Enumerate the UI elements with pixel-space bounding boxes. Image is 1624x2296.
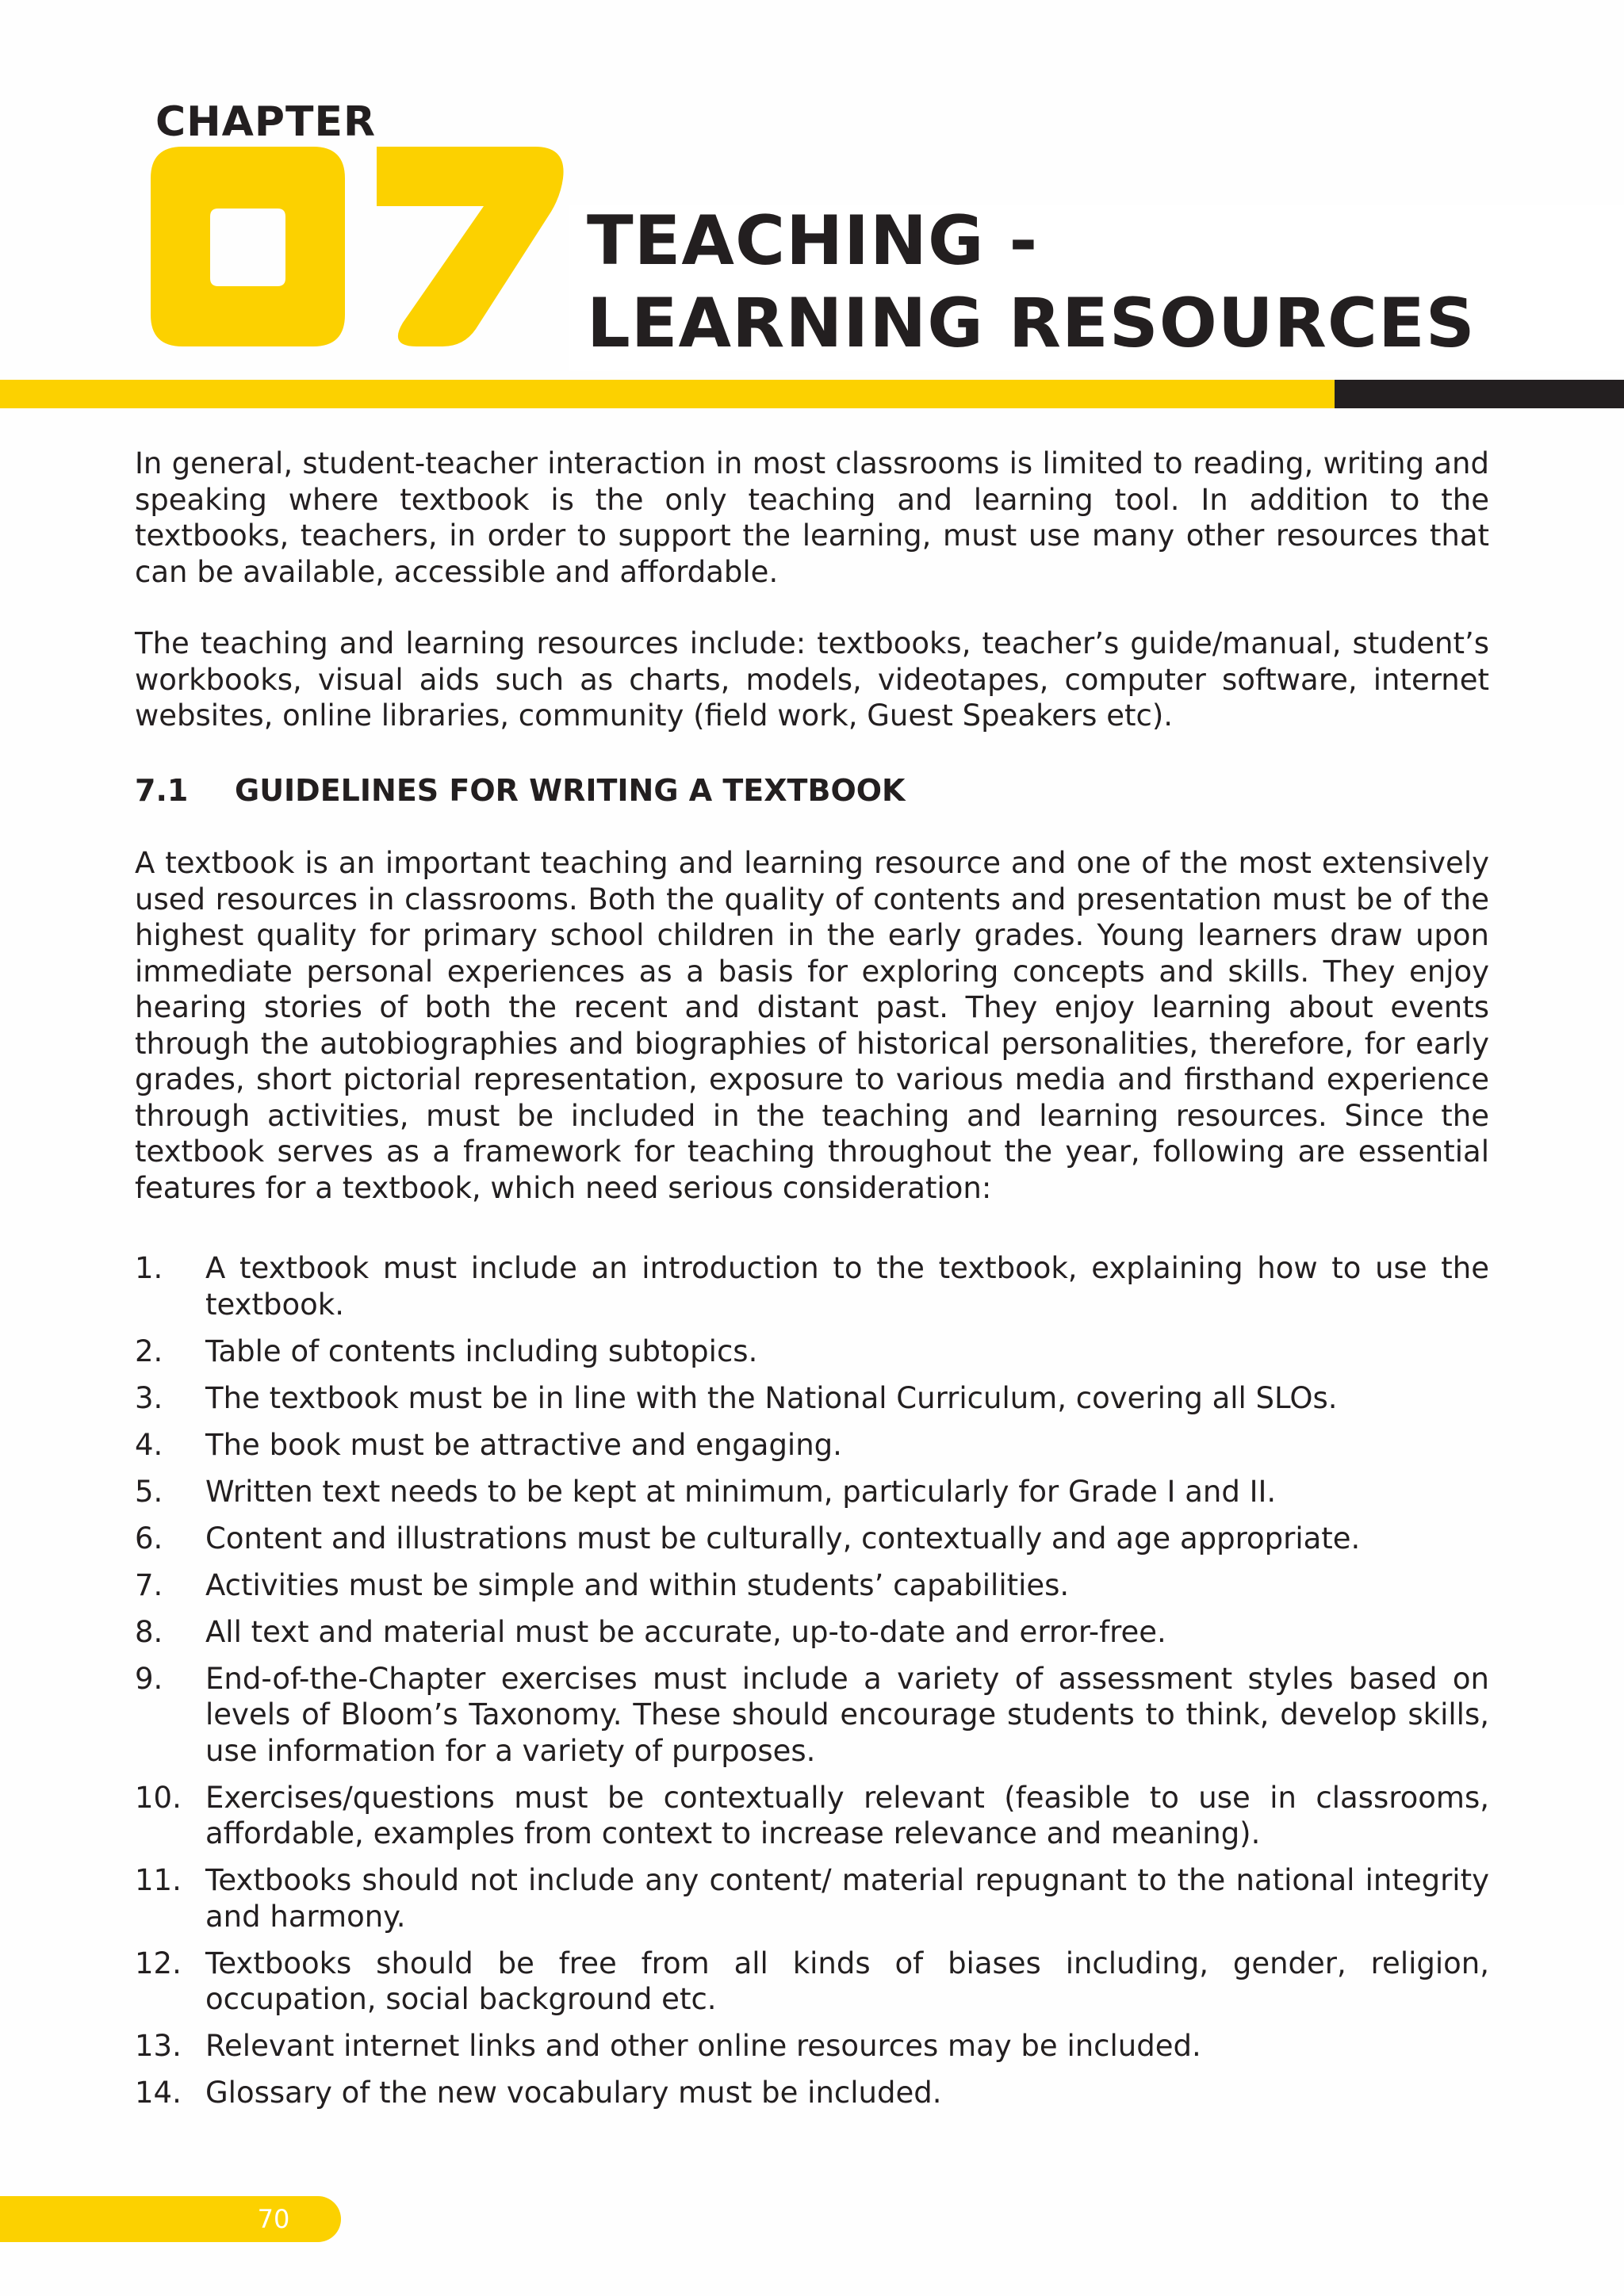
list-item xyxy=(135,2075,1489,2111)
list-item-text: Activities must be simple and within students’ capabilities. xyxy=(205,1567,1070,1602)
chapter-label: CHAPTER xyxy=(155,98,377,146)
list-item-text: The book must be attractive and engaging. xyxy=(205,1427,842,1462)
header-rule-yellow xyxy=(0,380,1335,408)
list-item-number: 11. xyxy=(135,1863,182,1897)
list-item-number: 6. xyxy=(135,1521,163,1556)
list-item-text: Textbooks should not include any content/ material repugnant to the national integrity and harmony. xyxy=(205,1863,1489,1934)
chapter-title xyxy=(587,200,1476,365)
list-item-text: Glossary of the new vocabulary must be included. xyxy=(205,2076,942,2110)
chapter-title-line-1: TEACHING - xyxy=(587,201,1039,281)
list-item-number: 8. xyxy=(135,1614,163,1649)
list-item-text: Table of contents including subtopics. xyxy=(205,1334,758,1368)
list-item xyxy=(135,1614,1489,1651)
list-item xyxy=(135,1862,1489,1934)
section-heading xyxy=(135,773,906,808)
intro-paragraph-2: The teaching and learning resources include: textbooks, teacher’s guide/manual, student’s workbooks, visual aids such as charts, models, videotapes, computer software, internet websites, online libraries, community (field work, Guest Speakers etc). xyxy=(135,626,1489,733)
list-item xyxy=(135,1946,1489,2018)
list-item xyxy=(135,2028,1489,2064)
list-item-number: 12. xyxy=(135,1946,182,1980)
section-title: GUIDELINES FOR WRITING A TEXTBOOK xyxy=(235,773,906,808)
chapter-number-graphic xyxy=(151,147,579,353)
list-item xyxy=(135,1567,1489,1604)
list-item-number: 3. xyxy=(135,1380,163,1415)
list-item-number: 13. xyxy=(135,2029,182,2063)
list-item-text: Written text needs to be kept at minimum, particularly for Grade I and II. xyxy=(205,1474,1277,1509)
list-item-text: A textbook must include an introduction to the textbook, explaining how to use the textbook. xyxy=(205,1251,1489,1322)
list-item-text: End-of-the-Chapter exercises must include a variety of assessment styles based on levels of Bloom’s Taxonomy. These should encourage students to think, develop skills, use information for a variety of purposes. xyxy=(205,1661,1489,1768)
list-item-number: 10. xyxy=(135,1780,182,1815)
list-item-text: Relevant internet links and other online resources may be included. xyxy=(205,2029,1201,2063)
list-item-number: 9. xyxy=(135,1661,163,1696)
section-paragraph: A textbook is an important teaching and learning resource and one of the most extensively used resources in classrooms. Both the quality of contents and presentation must be of the highest quality for primary school children in the early grades. Young learners draw upon immediate personal experiences as a basis for exploring concepts and skills. They enjoy hearing stories of both the recent and distant past. They enjoy learning about events through the autobiographies and biographies of historical personalities, therefore, for early grades, short pictorial representation, exposure to various media and firsthand experience through activities, must be included in the teaching and learning resources. Since the textbook serves as a framework for teaching throughout the year, following are essential features for a textbook, which need serious consideration: xyxy=(135,846,1489,1205)
header-rule-dark xyxy=(1335,380,1624,408)
intro-paragraph-1: In general, student-teacher interaction in most classrooms is limited to reading, writing and speaking where textbook is the only teaching and learning tool. In addition to the textbooks, teachers, in order to support the learning, must use many other resources that can be available, accessible and affordable. xyxy=(135,446,1489,589)
list-item-number: 4. xyxy=(135,1427,163,1462)
list-item-text: All text and material must be accurate, up-to-date and error-free. xyxy=(205,1614,1166,1649)
chapter-title-line-2: LEARNING RESOURCES xyxy=(587,284,1476,363)
guidelines-list xyxy=(135,1250,1489,2122)
list-item-text: The textbook must be in line with the National Curriculum, covering all SLOs. xyxy=(205,1380,1338,1415)
list-item xyxy=(135,1250,1489,1322)
list-item-number: 14. xyxy=(135,2076,182,2110)
list-item xyxy=(135,1474,1489,1510)
list-item xyxy=(135,1780,1489,1852)
list-item xyxy=(135,1661,1489,1770)
list-item xyxy=(135,1334,1489,1370)
list-item-number: 5. xyxy=(135,1474,163,1509)
list-item-number: 1. xyxy=(135,1251,163,1285)
list-item xyxy=(135,1521,1489,1557)
list-item-number: 7. xyxy=(135,1567,163,1602)
section-number: 7.1 xyxy=(135,773,189,808)
page-number: 70 xyxy=(257,2204,290,2234)
list-item xyxy=(135,1380,1489,1417)
list-item-text: Content and illustrations must be culturally, contextually and age appropriate. xyxy=(205,1521,1361,1556)
list-item-number: 2. xyxy=(135,1334,163,1368)
list-item xyxy=(135,1427,1489,1464)
list-item-text: Exercises/questions must be contextually relevant (feasible to use in classrooms, affordable, examples from context to increase relevance and meaning). xyxy=(205,1780,1489,1850)
list-item-text: Textbooks should be free from all kinds of biases including, gender, religion, occupation, social background etc. xyxy=(205,1946,1489,2016)
